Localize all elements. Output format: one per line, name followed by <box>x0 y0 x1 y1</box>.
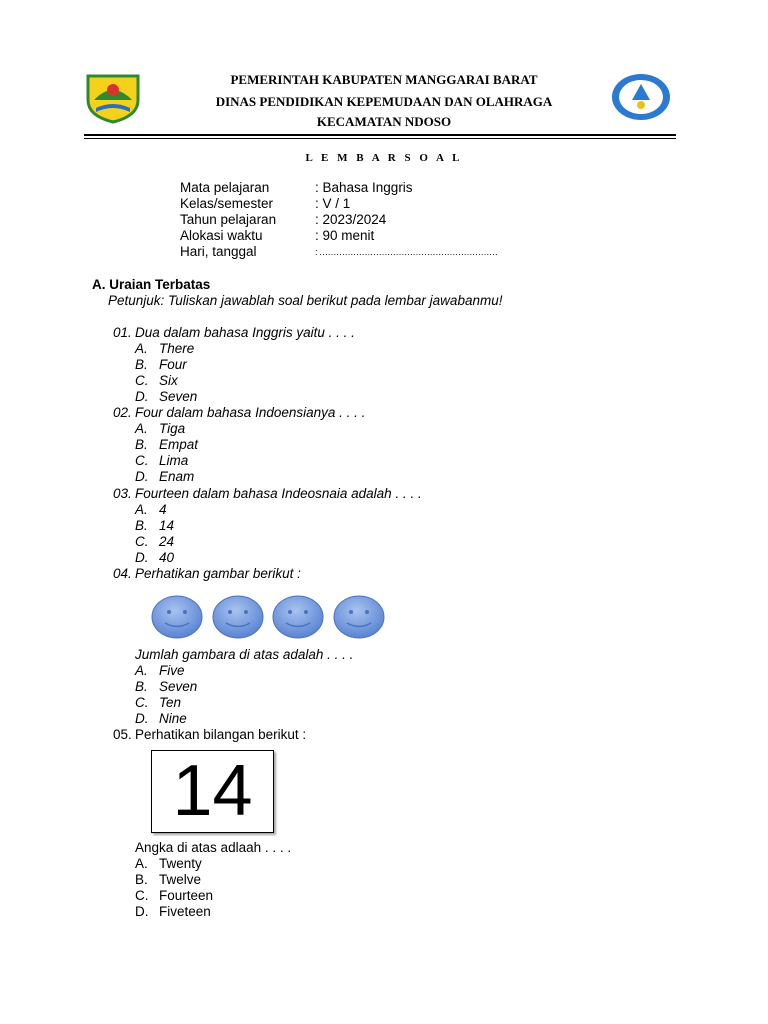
info-key: Tahun pelajaran <box>180 212 277 227</box>
question <box>113 727 306 742</box>
header-line-3: KECAMATAN NDOSO <box>316 114 452 129</box>
question <box>113 405 365 420</box>
info-key: Hari, tanggal <box>180 244 257 259</box>
smiley-face-icon <box>333 595 385 639</box>
info-value: : 90 menit <box>315 228 375 243</box>
option: C. Fourteen <box>135 888 214 903</box>
header-line-2: DINAS PENDIDIKAN KEPEMUDAAN DAN OLAHRAGA <box>215 94 553 109</box>
header-divider-thin <box>84 138 676 139</box>
question-number: 03. <box>113 486 132 501</box>
option: D. Enam <box>135 469 195 484</box>
question-number: 02. <box>113 405 132 420</box>
option: C. 24 <box>135 534 175 549</box>
option: B. Seven <box>135 679 198 694</box>
question-subtext: Angka di atas adlaah . . . . <box>135 840 292 855</box>
section-title: A. Uraian Terbatas <box>92 277 211 292</box>
option: C. Six <box>135 373 178 388</box>
option: A. Twenty <box>135 856 202 871</box>
question-number: 01. <box>113 325 132 340</box>
info-key: Mata pelajaran <box>180 180 270 195</box>
question-text: Four dalam bahasa Indoensianya . . . . <box>135 405 366 420</box>
instruction: Petunjuk: Tuliskan jawablah soal berikut pada lembar jawabanmu! <box>108 293 503 308</box>
document-title: L E M B A R S O A L <box>305 152 463 164</box>
info-key: Kelas/semester <box>180 196 274 211</box>
header-divider <box>84 134 676 136</box>
option: A. Five <box>135 663 185 678</box>
smiley-face-icon <box>212 595 264 639</box>
question-text: Dua dalam bahasa Inggris yaitu . . . . <box>135 325 355 340</box>
number-box: 14 <box>151 750 274 833</box>
smiley-face-icon <box>151 595 203 639</box>
option: B. Twelve <box>135 872 202 887</box>
option: C. Lima <box>135 453 189 468</box>
question-number: 05. <box>113 727 132 742</box>
info-value-blank: : ……………………………………………………… <box>315 247 498 257</box>
option: D. Nine <box>135 711 187 726</box>
question-text: Perhatikan gambar berikut : <box>135 566 301 581</box>
question <box>113 325 355 340</box>
option: B. Empat <box>135 437 199 452</box>
tut-wuri-handayani-logo-icon <box>610 72 672 122</box>
info-value: : V / 1 <box>315 196 351 211</box>
option: C. Ten <box>135 695 182 710</box>
smiley-face-icon <box>272 595 324 639</box>
option: B. 14 <box>135 518 175 533</box>
question <box>113 566 301 581</box>
question-text: Fourteen dalam bahasa Indeosnaia adalah . . . . <box>135 486 422 501</box>
question-subtext: Jumlah gambara di atas adalah . . . . <box>135 647 354 662</box>
option: A. Tiga <box>135 421 186 436</box>
option: D. Fiveteen <box>135 904 211 919</box>
option: B. Four <box>135 357 187 372</box>
header-line-1: PEMERINTAH KABUPATEN MANGGARAI BARAT <box>230 72 538 87</box>
option: A. 4 <box>135 502 167 517</box>
question-text: Perhatikan bilangan berikut : <box>135 727 307 742</box>
info-value: : 2023/2024 <box>315 212 387 227</box>
question <box>113 486 422 501</box>
info-value: : Bahasa Inggris <box>315 180 413 195</box>
option: A. There <box>135 341 195 356</box>
option: D. 40 <box>135 550 175 565</box>
question-number: 04. <box>113 566 132 581</box>
info-key: Alokasi waktu <box>180 228 263 243</box>
option: D. Seven <box>135 389 198 404</box>
